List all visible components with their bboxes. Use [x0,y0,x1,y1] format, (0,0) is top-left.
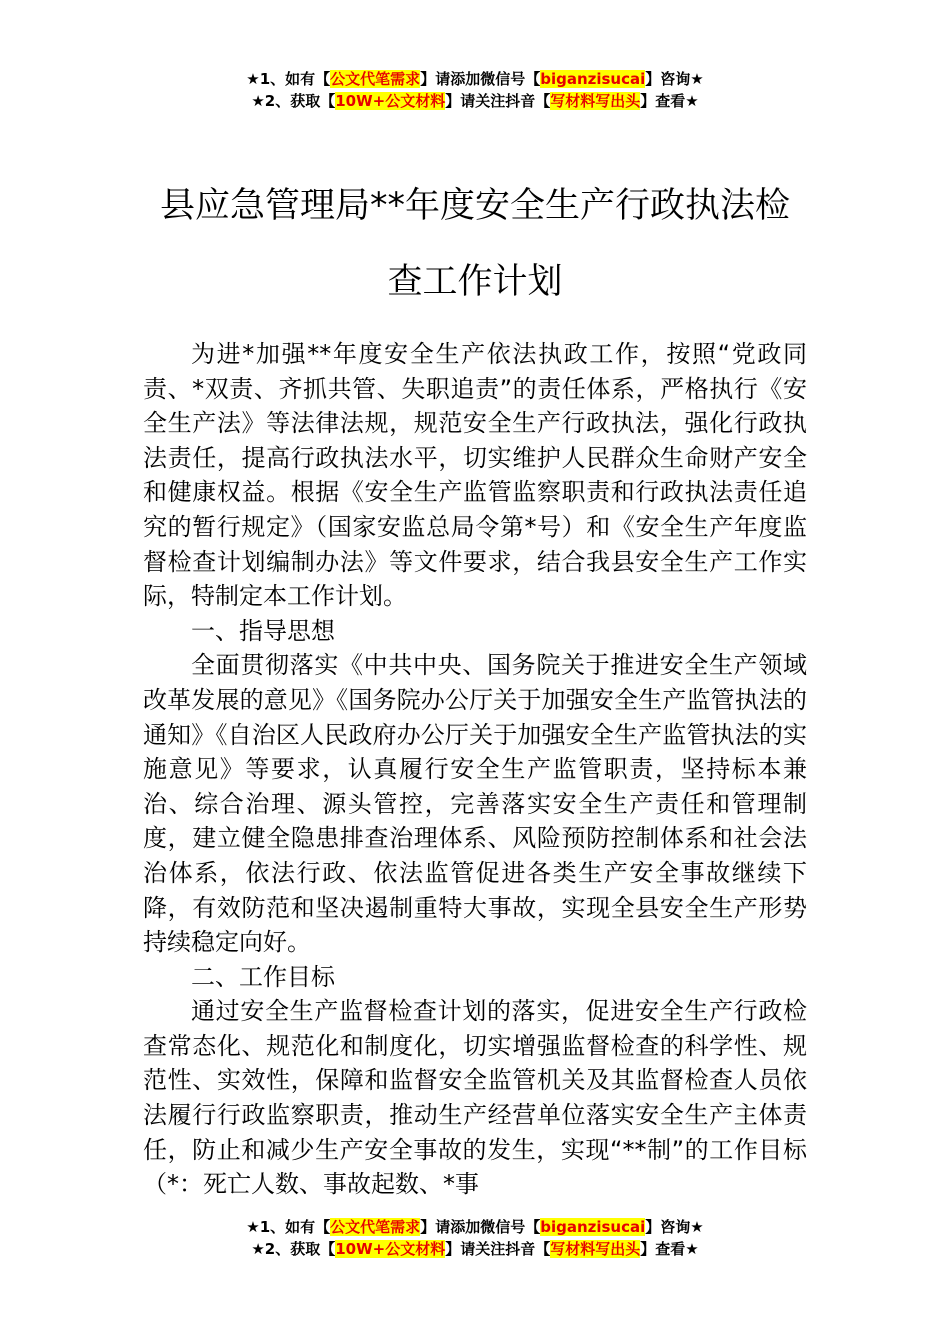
section-heading-work-goals: 二、工作目标 [191,962,335,991]
footer-banner [0,1216,950,1260]
banner-text: 】请添加微信号【 [420,70,541,88]
banner-text: 】查看★ [640,1240,699,1258]
banner-highlight: 公文代笔需求 [330,70,421,88]
title-line-2: 查工作计划 [387,262,563,302]
section-heading-guiding-thought: 一、指导思想 [191,616,335,645]
banner-highlight: 10W+公文材料 [335,1240,446,1258]
banner-line-1 [0,68,950,90]
banner-highlight: biganzisucai [540,1218,646,1236]
banner-line-1 [0,1216,950,1238]
banner-line-2 [0,1238,950,1260]
banner-text: ★2、获取【 [251,92,336,110]
banner-highlight: 写材料写出头 [550,1240,641,1258]
document-title [120,168,830,320]
banner-text: ★2、获取【 [251,1240,336,1258]
paragraph-guiding-thought: 全面贯彻落实《中共中央、国务院关于推进安全生产领域改革发展的意见》《国务院办公厅关于加强安全生产监管执法的通知》《自治区人民政府办公厅关于加强安全生产监管执法的实施意见》等要求，认真履行安全生产监管职责，坚持标本兼治、综合治理、源头管控，完善落实安全生产责任和管理制度，建立健全隐患排查治理体系、风险预防控制体系和社会法治体系，依法行政、依法监管促进各类生产安全事故继续下降，有效防范和坚决遏制重特大事故，实现全县安全生产形势持续稳定向好。 [143,651,807,957]
paragraph-intro: 为进*加强**年度安全生产依法执政工作，按照“党政同责、*双责、齐抓共管、失职追责”的责任体系，严格执行《安全生产法》等法律法规，规范安全生产行政执法，强化行政执法责任，提高行政执法水平，切实维护人民群众生命财产安全和健康权益。根据《安全生产监管监察职责和行政执法责任追究的暂行规定》（国家安监总局令第*号）和《安全生产年度监督检查计划编制办法》等文件要求，结合我县安全生产工作实际，特制定本工作计划。 [143,340,807,611]
banner-text: 】请添加微信号【 [420,1218,541,1236]
banner-text: 】查看★ [640,92,699,110]
banner-highlight: 公文代笔需求 [330,1218,421,1236]
header-banner [0,68,950,112]
paragraph-work-goals: 通过安全生产监督检查计划的落实，促进安全生产行政检查常态化、规范化和制度化，切实增强监督检查的科学性、规范性、实效性，保障和监督安全监管机关及其监督检查人员依法履行行政监察职责，推动生产经营单位落实安全生产主体责任，防止和减少生产安全事故的发生，实现“**制”的工作目标（*：死亡人数、事故起数、*事 [143,997,807,1199]
banner-highlight: biganzisucai [540,70,646,88]
banner-text: 】请关注抖音【 [445,92,551,110]
title-line-1: 县应急管理局**年度安全生产行政执法检 [159,186,790,226]
banner-text: ★1、如有【 [246,1218,331,1236]
document-body [143,337,807,1202]
banner-highlight: 10W+公文材料 [335,92,446,110]
banner-text: 】咨询★ [645,1218,704,1236]
banner-highlight: 写材料写出头 [550,92,641,110]
banner-text: 】请关注抖音【 [445,1240,551,1258]
banner-text: 】咨询★ [645,70,704,88]
banner-line-2 [0,90,950,112]
banner-text: ★1、如有【 [246,70,331,88]
